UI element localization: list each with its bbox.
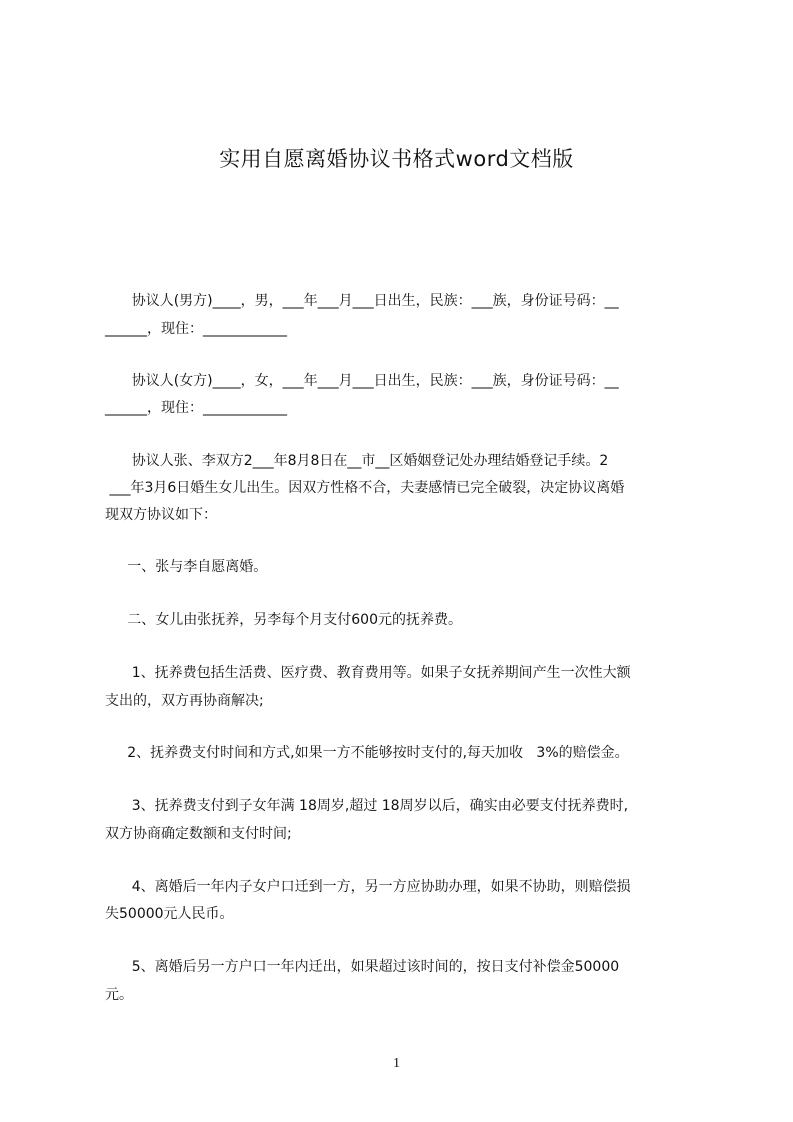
body-line: 协议人(女方)____，女，___年___月___日出生，民族：___族，身份证号码：__: [105, 373, 619, 389]
body-line: 支出的，双方再协商解决;: [105, 693, 264, 709]
body-line: 协议人(男方)____，男，___年___月___日出生，民族：___族，身份证号码：__: [105, 293, 619, 309]
page-number: 1: [393, 1056, 400, 1071]
body-line: ___年3月6日婚生女儿出生。因双方性格不合，夫妻感情已完全破裂，决定协议离婚: [105, 480, 625, 496]
body-line: 一、张与李自愿离婚。: [105, 559, 268, 575]
body-line: 双方协商确定数额和支付时间;: [105, 826, 292, 842]
body-line: 2、抚养费支付时间和方式,如果一方不能够按时支付的,每天加收 3%的赔偿金。: [105, 745, 629, 761]
body-line: ______，现住：____________: [105, 400, 287, 416]
body-line: 1、抚养费包括生活费、医疗费、教育费用等。如果子女抚养期间产生一次性大额: [105, 665, 631, 681]
body-line: 3、抚养费支付到子女年满 18周岁,超过 18周岁以后，确实由必要支付抚养费时,: [105, 798, 629, 814]
body-line: 协议人张、李双方2___年8月8日在__市__区婚姻登记处办理结婚登记手续。2: [105, 453, 609, 469]
body-line: 元。: [105, 987, 133, 1003]
body-line: 二、女儿由张抚养，另李每个月支付600元的抚养费。: [105, 612, 462, 628]
body-line: ______，现住：____________: [105, 321, 287, 337]
document-title: 实用自愿离婚协议书格式word文档版: [219, 147, 574, 171]
body-line: 失50000元人民币。: [105, 906, 234, 922]
body-line: 4、离婚后一年内子女户口迁到一方，另一方应协助办理，如果不协助，则赔偿损: [105, 879, 631, 895]
body-line: 5、离婚后另一方户口一年内迁出，如果超过该时间的，按日支付补偿金50000: [105, 959, 620, 975]
body-line: 现双方协议如下：: [105, 507, 217, 523]
